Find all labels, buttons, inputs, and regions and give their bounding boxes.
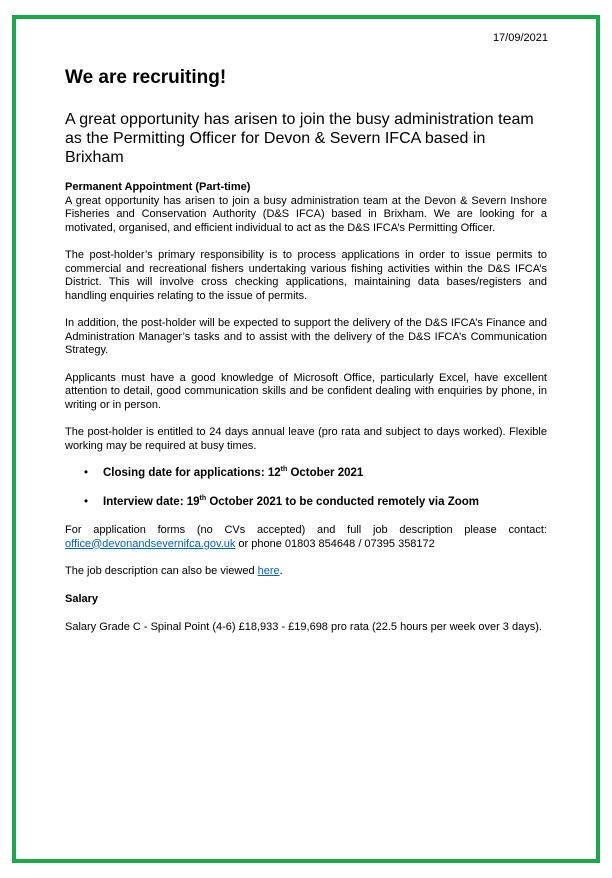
page-heading: We are recruiting! [65,67,227,88]
job-description-paragraph: The job description can also be viewed here. [65,565,283,577]
job-description-link[interactable]: here [257,565,280,577]
salary-heading: Salary [65,592,99,605]
document-date: 17/09/2021 [492,32,548,44]
email-link[interactable]: office@devonandsevernifca.gov.uk [65,537,236,550]
salary-paragraph: Salary Grade C - Spinal Point (4-6) £18,933 - £19,698 pro rata (22.5 hours per week over 3 days). [65,621,542,633]
contact-text: For application forms (no CVs accepted) and full job description please contact: [65,524,547,536]
contact-phone: or phone 01803 854648 / 07395 358172 [235,537,435,550]
document-body [65,181,547,649]
page-subheading: A great opportunity has arisen to join the busy administration team as the Permitting Officer for Devon & Severn IFCA based in Brixham [65,111,534,166]
intro-paragraph [65,181,547,235]
intro-text: A great opportunity has arisen to join a busy administration team at the Devon & Severn Inshore Fisheries and Conservation Authority (D&S IFCA) based in Brixham. We are looking for a motivated, organised, and efficient individual to act as the D&S IFCA’s Permitting Officer. [65,194,547,234]
requirements-paragraph: Applicants must have a good knowledge of Microsoft Office, particularly Excel, have excellent attention to detail, good communication skills and be confident dealing with enquiries by phone, in writing or in person. [65,371,547,411]
contact-paragraph [65,524,547,551]
responsibility-paragraph: The post-holder’s primary responsibility is to process applications in order to issue permits to commercial and recreational fishers undertaking various fishing activities within the D&S IFCA’s District. This will involve cross checking applications, maintaining data bases/registers and handling enquiries relating to the issue of permits. [65,249,547,302]
interview-date-item: • Interview date: 19th October 2021 to be conducted remotely via Zoom [103,496,547,510]
support-paragraph: In addition, the post-holder will be expected to support the delivery of the D&S IFCA’s Finance and Administration Manager’s tasks and to assist with the delivery of the D&S IFCA’s Communication Strategy. [65,317,547,356]
leave-paragraph: The post-holder is entitled to 24 days annual leave (pro rata and subject to days worked). Flexible working may be required at busy times. [65,426,547,452]
closing-date-item: • Closing date for applications: 12th October 2021 [103,467,547,481]
appointment-title: Permanent Appointment (Part-time) [65,181,251,193]
key-dates-list [65,467,547,509]
